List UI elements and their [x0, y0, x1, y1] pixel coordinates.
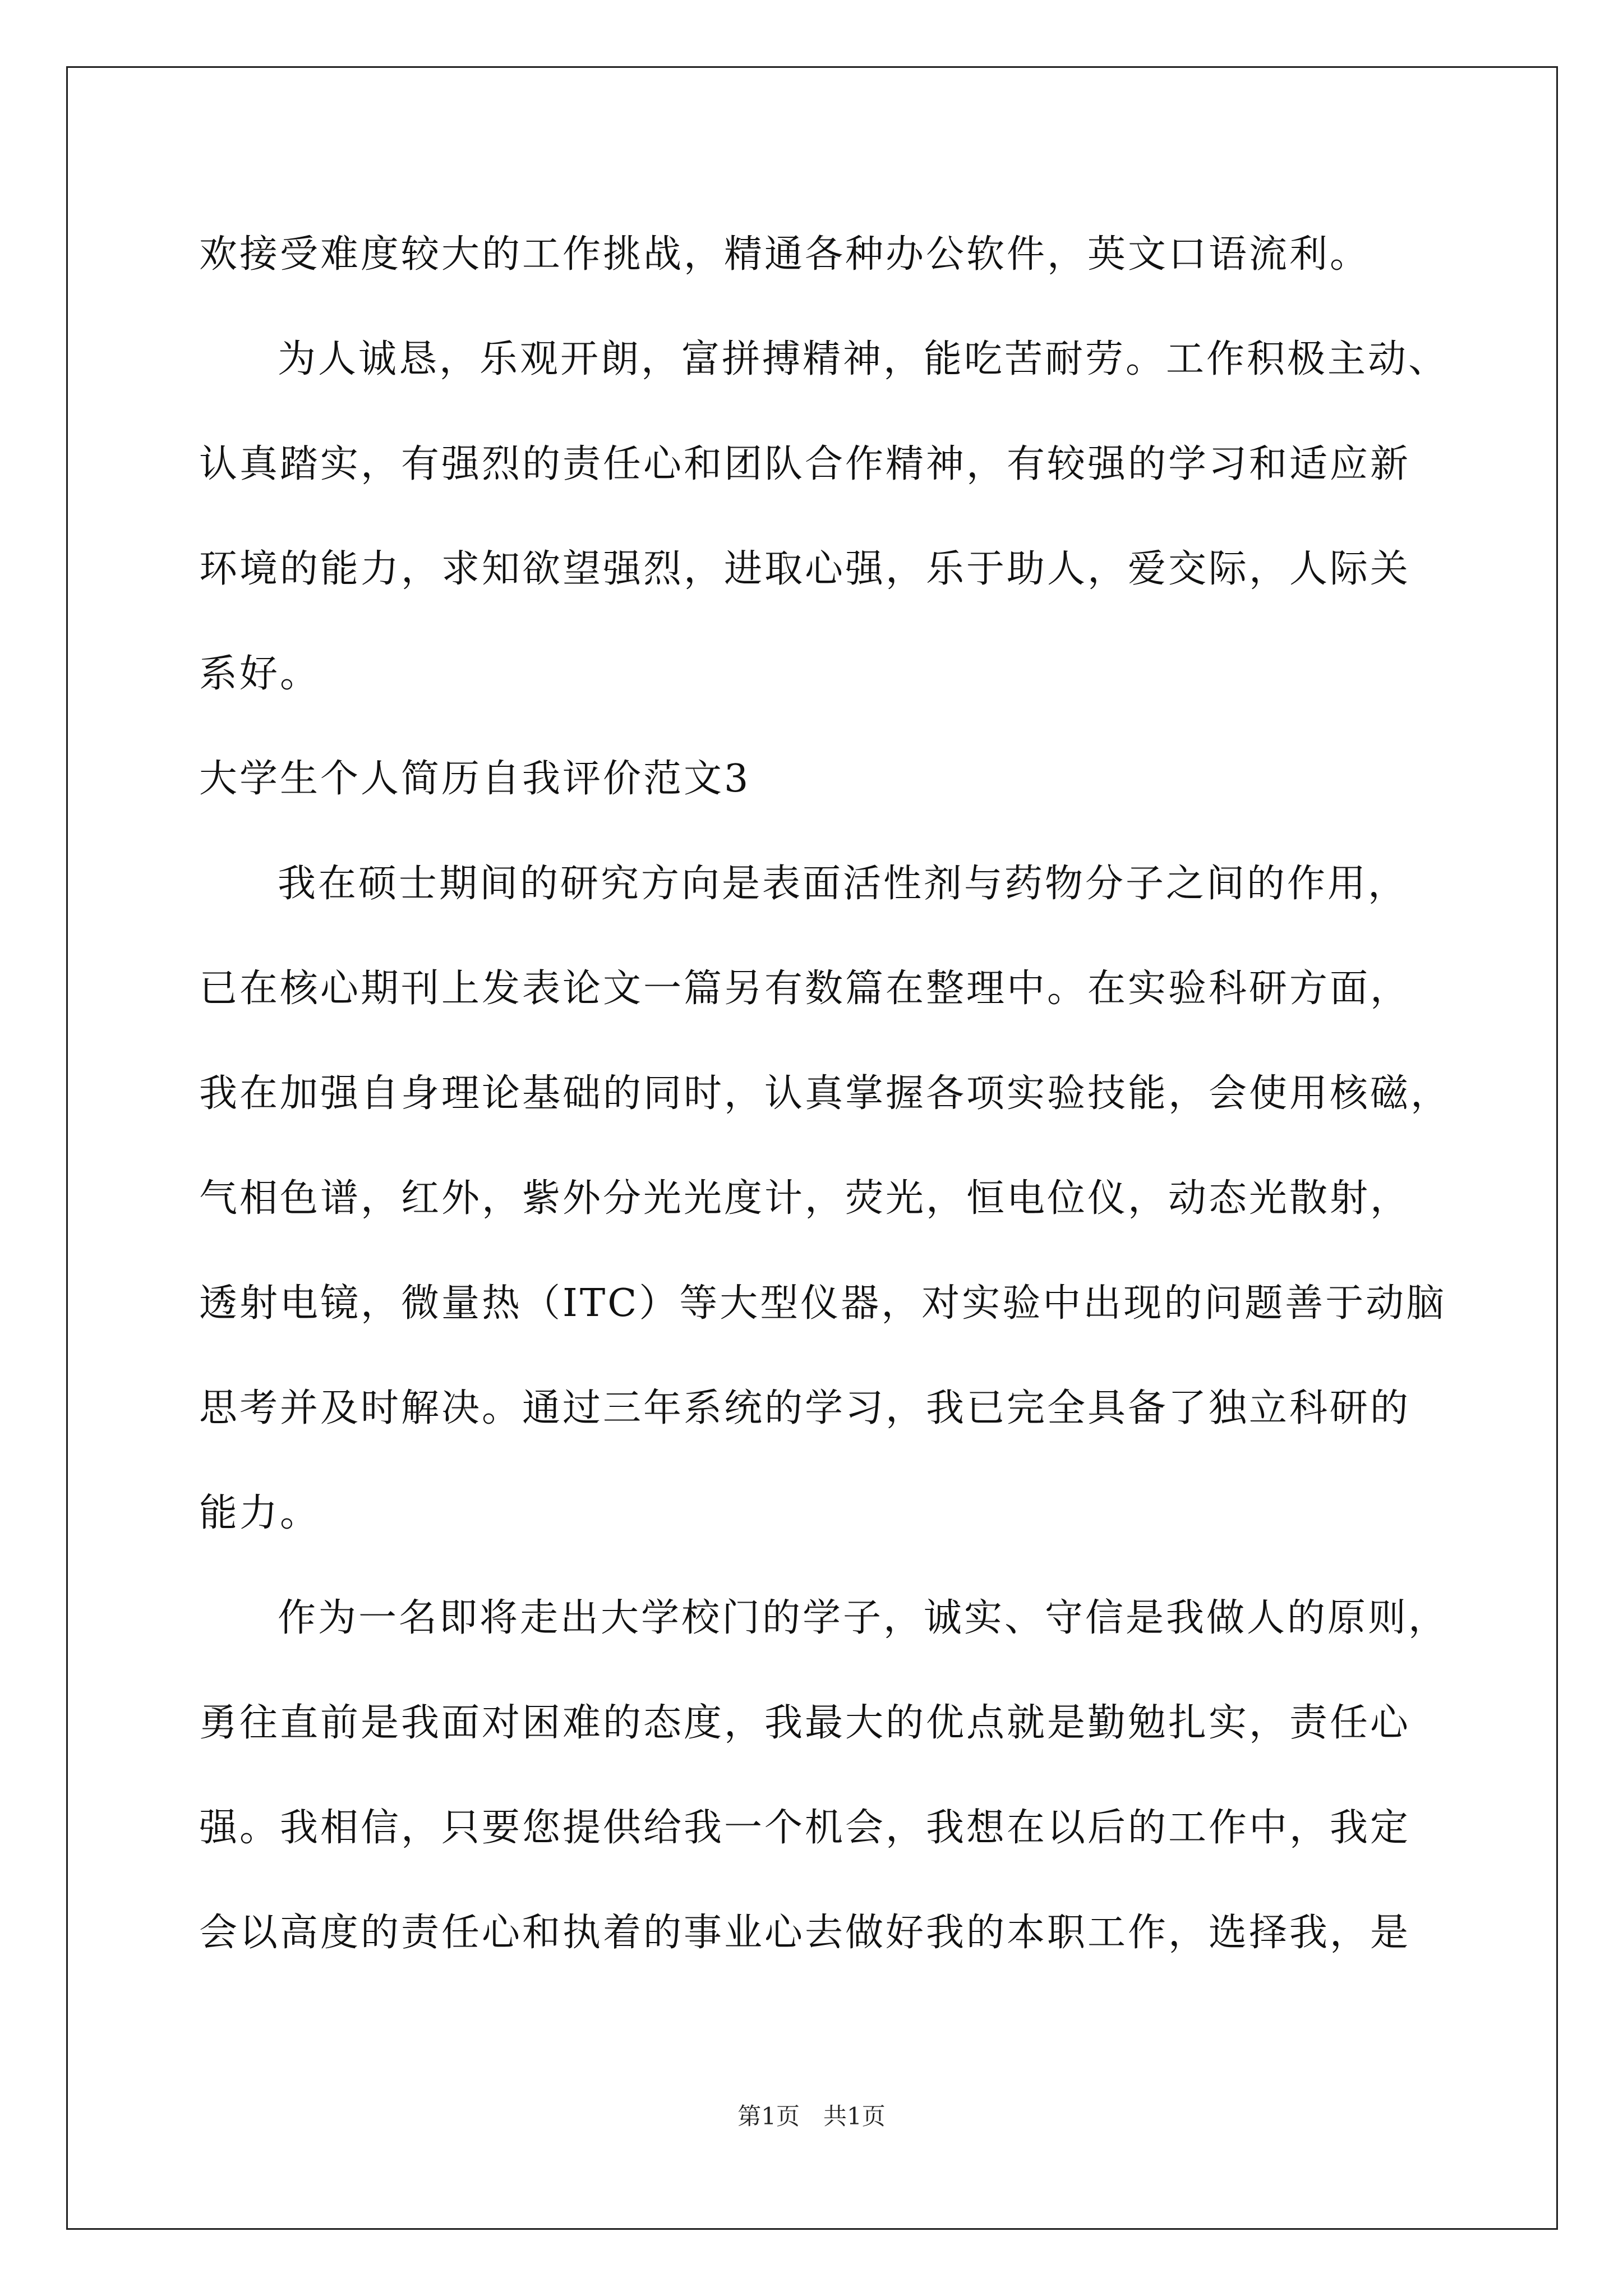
paragraph-line: 强。我相信，只要您提供给我一个机会，我想在以后的工作中，我定 [199, 1806, 1411, 1850]
paragraph-line: 能力。 [199, 1491, 321, 1535]
paragraph-line: 勇往直前是我面对困难的态度，我最大的优点就是勤勉扎实，责任心 [199, 1701, 1411, 1745]
paragraph-line: 我在加强自身理论基础的同时，认真掌握各项实验技能，会使用核磁， [199, 1071, 1451, 1116]
paragraph-line: 系好。 [199, 652, 321, 696]
paragraph-line: 思考并及时解决。通过三年系统的学习，我已完全具备了独立科研的 [199, 1386, 1411, 1430]
paragraph-line: 会以高度的责任心和执着的事业心去做好我的本职工作，选择我，是 [199, 1911, 1411, 1955]
paragraph-line: 认真踏实，有强烈的责任心和团队合作精神，有较强的学习和适应新 [199, 442, 1411, 486]
paragraph-line: 环境的能力，求知欲望强烈，进取心强，乐于助人，爱交际，人际关 [199, 547, 1411, 591]
paragraph-line: 作为一名即将走出大学校门的学子，诚实、守信是我做人的原则， [278, 1596, 1449, 1640]
section-heading: 大学生个人简历自我评价范文3 [199, 757, 751, 801]
paragraph-line: 透射电镜，微量热（ITC）等大型仪器，对实验中出现的问题善于动脑 [199, 1281, 1447, 1326]
page-footer: 第1页 共1页 [737, 2102, 886, 2130]
paragraph-line: 欢接受难度较大的工作挑战，精通各种办公软件，英文口语流利。 [199, 232, 1371, 277]
paragraph-line: 气相色谱，红外，紫外分光光度计，荧光，恒电位仪，动态光散射， [199, 1176, 1411, 1221]
paragraph-line: 已在核心期刊上发表论文一篇另有数篇在整理中。在实验科研方面， [199, 967, 1411, 1011]
document-body [199, 202, 1451, 1985]
paragraph-line: 我在硕士期间的研究方向是表面活性剂与药物分子之间的作用， [278, 862, 1409, 906]
paragraph-line: 为人诚恳，乐观开朗，富拼搏精神，能吃苦耐劳。工作积极主动、 [278, 337, 1449, 381]
